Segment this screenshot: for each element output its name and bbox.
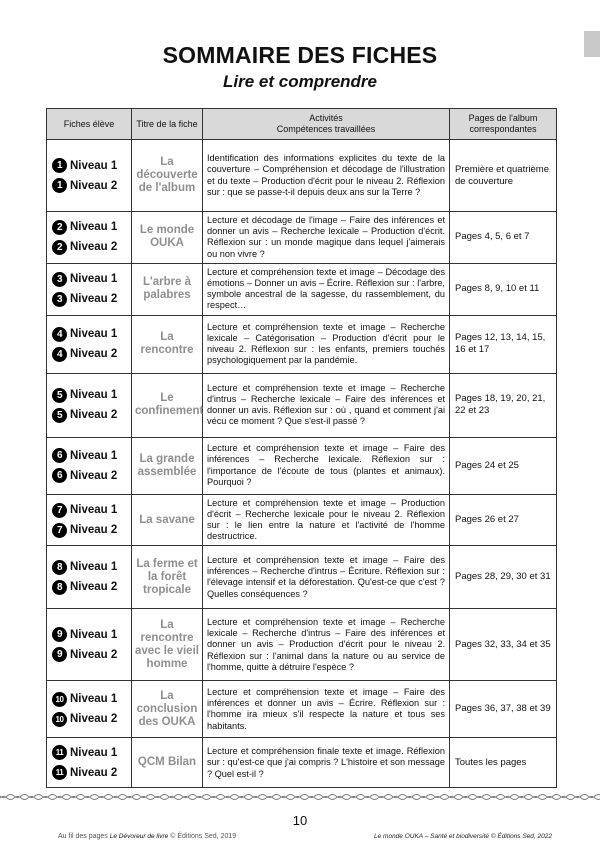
row-levels [47, 437, 132, 494]
level-1-label: Niveau 1 [70, 746, 118, 759]
activities-text: Lecture et compréhension texte et image – Décodage des émotions – Donner un avis – Écrire. Réflexion sur : l'arbre, symbole ancestral de la sagesse, du rassemblement, du respect… [203, 263, 450, 315]
table-row [47, 373, 557, 437]
level-1-label: Niveau 1 [70, 449, 118, 462]
fiche-title: La découverte de l'album [132, 140, 203, 212]
fiche-title: QCM Bilan [132, 738, 203, 788]
table-row [47, 140, 557, 212]
activities-text: Lecture et compréhension texte et image – Recherche lexicale – Recherche d'intrus – Faire des inférences et donner un avis – Production d'écrit pour le niveau 2. Réflexion sur : l'animal dans la nature ou au service de l'homme, quitte à détruire l'espèce ? [203, 609, 450, 681]
album-pages: Pages 26 et 27 [450, 494, 557, 546]
level-2-label: Niveau 2 [70, 713, 118, 726]
number-badge-icon: 10 [52, 692, 67, 707]
header-fiches-eleve: Fiches élève [47, 109, 132, 140]
level-2 [52, 709, 131, 729]
table-row [47, 315, 557, 373]
table-row [47, 212, 557, 264]
album-pages: Pages 18, 19, 20, 21, 22 et 23 [450, 373, 557, 437]
table-row [47, 681, 557, 738]
row-levels [47, 140, 132, 212]
album-pages: Pages 32, 33, 34 et 35 [450, 609, 557, 681]
level-1 [52, 689, 131, 709]
level-1 [52, 324, 131, 344]
activities-text: Lecture et compréhension texte et image – Recherche lexicale – Catégorisation – Production d'écrit pour le niveau 2. Réflexion sur : les enfants, premiers touchés psychologiquement par la pandémie. [203, 315, 450, 373]
level-1-label: Niveau 1 [70, 389, 118, 402]
activities-text: Lecture et compréhension texte et image – Faire des inférences – Recherche d'intrus – Écriture. Réflexion sur : l'élevage intensif et la déforestation. Qu'est-ce que c'est ? Quelles conséquences ? [203, 546, 450, 609]
level-1-label: Niveau 1 [70, 273, 118, 286]
row-levels [47, 681, 132, 738]
level-1-label: Niveau 1 [70, 221, 118, 234]
table-row [47, 494, 557, 546]
number-badge-icon: 1 [52, 178, 67, 193]
table-row [47, 546, 557, 609]
table-header-row [47, 109, 557, 140]
album-pages: Pages 24 et 25 [450, 437, 557, 494]
fiche-title: La grande assemblée [132, 437, 203, 494]
number-badge-icon: 6 [52, 448, 67, 463]
number-badge-icon: 2 [52, 240, 67, 255]
header-pages [450, 109, 557, 140]
album-pages: Pages 12, 13, 14, 15, 16 et 17 [450, 315, 557, 373]
number-badge-icon: 10 [52, 712, 67, 727]
number-badge-icon: 1 [52, 158, 67, 173]
table-row [47, 609, 557, 681]
level-1-label: Niveau 1 [70, 504, 118, 517]
number-badge-icon: 9 [52, 647, 67, 662]
fiche-title: L'arbre à palabres [132, 263, 203, 315]
fiche-title: Le confinement [132, 373, 203, 437]
footer-left-prefix: Au fil des pages [58, 833, 108, 840]
level-2 [52, 577, 131, 597]
row-levels [47, 609, 132, 681]
level-1 [52, 625, 131, 645]
header-activites [203, 109, 450, 140]
summary-table [46, 108, 557, 788]
level-2-label: Niveau 2 [70, 469, 118, 482]
level-2-label: Niveau 2 [70, 648, 118, 661]
page-number: 10 [292, 813, 308, 828]
level-1 [52, 500, 131, 520]
header-activites-line2: Compétences travaillées [276, 124, 376, 134]
decorative-wave-divider [0, 790, 600, 804]
level-1-label: Niveau 1 [70, 693, 118, 706]
number-badge-icon: 5 [52, 388, 67, 403]
level-1 [52, 217, 131, 237]
header-activites-line1: Activités [309, 113, 343, 123]
row-levels [47, 546, 132, 609]
page-subtitle: Lire et comprendre [223, 72, 377, 91]
header-pages-line2: correspondantes [469, 124, 537, 134]
level-2-label: Niveau 2 [70, 179, 118, 192]
number-badge-icon: 9 [52, 627, 67, 642]
activities-text: Lecture et compréhension texte et image – Recherche d'intrus – Recherche lexicale – Faire des inférences et donner un avis. Réflexion sur : où , quand et comment j'ai vécu ce moment ? Que s'est-il passé ? [203, 373, 450, 437]
row-levels [47, 738, 132, 788]
level-1 [52, 156, 131, 176]
number-badge-icon: 11 [52, 765, 67, 780]
level-1 [52, 743, 131, 763]
album-pages: Toutes les pages [450, 738, 557, 788]
level-2-label: Niveau 2 [70, 524, 118, 537]
number-badge-icon: 2 [52, 220, 67, 235]
number-badge-icon: 3 [52, 272, 67, 287]
number-badge-icon: 4 [52, 347, 67, 362]
activities-text: Lecture et compréhension finale texte et image. Réflexion sur : qu'est-ce que j'ai compris ? L'histoire et son message ? Quel est-il ? [203, 738, 450, 788]
row-levels [47, 212, 132, 264]
level-2 [52, 405, 131, 425]
footer-left-book: Le Dévoreur de livre [109, 833, 169, 840]
number-badge-icon: 11 [52, 745, 67, 760]
footer-right-credit: Le monde OUKA – Santé et biodiversité © Éditions Sed, 2022 [374, 833, 552, 840]
number-badge-icon: 8 [52, 580, 67, 595]
level-1-label: Niveau 1 [70, 328, 118, 341]
fiche-title: Le monde OUKA [132, 212, 203, 264]
number-badge-icon: 6 [52, 468, 67, 483]
level-2-label: Niveau 2 [70, 348, 118, 361]
album-pages: Pages 28, 29, 30 et 31 [450, 546, 557, 609]
level-2 [52, 176, 131, 196]
level-2-label: Niveau 2 [70, 766, 118, 779]
level-2 [52, 289, 131, 309]
level-1-label: Niveau 1 [70, 159, 118, 172]
activities-text: Lecture et compréhension texte et image – Faire des inférences et donner un avis – Écrire. Réflexion sur : l'homme ira mieux s'il respecte la nature et tous ses habitants. [203, 681, 450, 738]
fiche-title: La conclusion des OUKA [132, 681, 203, 738]
number-badge-icon: 8 [52, 560, 67, 575]
level-2-label: Niveau 2 [70, 241, 118, 254]
fiche-title: La savane [132, 494, 203, 546]
table-row [47, 738, 557, 788]
level-1-label: Niveau 1 [70, 561, 118, 574]
level-2 [52, 237, 131, 257]
level-2-label: Niveau 2 [70, 293, 118, 306]
level-2 [52, 466, 131, 486]
row-levels [47, 263, 132, 315]
album-pages: Pages 36, 37, 38 et 39 [450, 681, 557, 738]
level-1-label: Niveau 1 [70, 628, 118, 641]
row-levels [47, 315, 132, 373]
level-2 [52, 520, 131, 540]
row-levels [47, 373, 132, 437]
level-1 [52, 446, 131, 466]
table-row [47, 437, 557, 494]
number-badge-icon: 5 [52, 408, 67, 423]
level-1 [52, 385, 131, 405]
activities-text: Lecture et compréhension texte et image – Faire des inférences – Recherche lexicale. Réflexion sur : l'importance de l'écoute de tous (plantes et animaux). Pourquoi ? [203, 437, 450, 494]
level-2 [52, 763, 131, 783]
level-2 [52, 344, 131, 364]
footer-left-suffix: © Éditions Sed, 2019 [170, 833, 237, 840]
fiche-title: La rencontre [132, 315, 203, 373]
activities-text: Lecture et décodage de l'image – Faire des inférences et donner un avis – Recherche lexicale – Production d'écrit. Réflexion sur : un monde magique dans lequel j'aimerais ou non vivre ? [203, 212, 450, 264]
number-badge-icon: 3 [52, 292, 67, 307]
fiche-title: La rencontre avec le vieil homme [132, 609, 203, 681]
level-1 [52, 269, 131, 289]
activities-text: Identification des informations explicites du texte de la couverture – Compréhension et décodage de l'illustration et du texte – Production d'écrit pour le niveau 2. Réflexion sur : que se passe-t-il depuis deux ans sur la Terre ? [203, 140, 450, 212]
level-2-label: Niveau 2 [70, 581, 118, 594]
number-badge-icon: 4 [52, 327, 67, 342]
header-titre-fiche: Titre de la fiche [132, 109, 203, 140]
album-pages: Pages 4, 5, 6 et 7 [450, 212, 557, 264]
level-2-label: Niveau 2 [70, 409, 118, 422]
album-pages: Pages 8, 9, 10 et 11 [450, 263, 557, 315]
number-badge-icon: 7 [52, 503, 67, 518]
number-badge-icon: 7 [52, 523, 67, 538]
page-title: SOMMAIRE DES FICHES [162, 42, 438, 68]
table-row [47, 263, 557, 315]
level-2 [52, 645, 131, 665]
footer-left-credit [58, 833, 236, 840]
album-pages: Première et quatrième de couverture [450, 140, 557, 212]
row-levels [47, 494, 132, 546]
fiche-title: La ferme et la forêt tropicale [132, 546, 203, 609]
activities-text: Lecture et compréhension texte et image – Production d'écrit – Recherche lexicale pour le niveau 2. Réflexion sur : le lien entre la nature et l'activité de l'homme destructrice. [203, 494, 450, 546]
level-1 [52, 557, 131, 577]
header-pages-line1: Pages de l'album [468, 113, 538, 123]
